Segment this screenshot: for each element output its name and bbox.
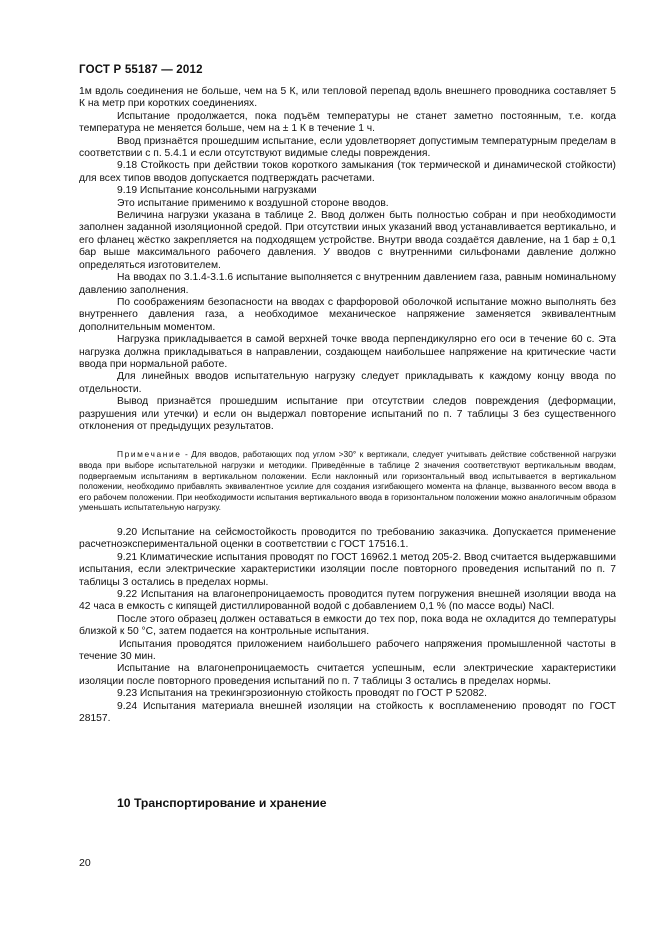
paragraph: 9.23 Испытания на трекингэрозионную стойкость проводят по ГОСТ Р 52082. bbox=[117, 688, 488, 700]
paragraph: Это испытание применимо к воздушной стороне вводов. bbox=[117, 197, 389, 209]
paragraph: 9.22 Испытания на влагонепроницаемость проводится путем погружения внешней изоляции ввода на 42 часа в емкость с кипящей дистиллированной водой с добавлением 0,1 % (по массе воды) NaCl. bbox=[79, 588, 616, 613]
paragraph: 9.21 Климатические испытания проводят по ГОСТ 16962.1 метод 205-2. Ввод считается выдержавшими испытания, если электрические характеристики изоляции после повторного проведения испытаний по п. 7 таблицы 3 остались в пределах нормы. bbox=[79, 551, 616, 588]
paragraph: Величина нагрузки указана в таблице 2. Ввод должен быть полностью собран и при необходимости заполнен заданной изоляционной средой. При отсутствии иных указаний ввод устанавливается вертикально, и его фланец жёстко закрепляется на подходящем устройстве. Внутри ввода создаётся давление, на 1 бар ± 0,1 бар выше максимального рабочего давления. У вводов с внутренними сильфонами давление должно определяться изготовителем. bbox=[79, 210, 616, 271]
section-title: 10 Транспортирование и хранение bbox=[117, 796, 327, 810]
paragraph: По соображениям безопасности на вводах с фарфоровой оболочкой испытание можно выполнять без внутреннего давления газа, а необходимое механическое напряжение заменяется эквивалентным дополнительным моментом. bbox=[79, 296, 616, 333]
paragraph: 9.24 Испытания материала внешней изоляции на стойкость к воспламенению проводят по ГОСТ 28157. bbox=[79, 700, 616, 725]
paragraph: Испытание на влагонепроницаемость считается успешным, если электрические характеристики изоляции после повторного проведения испытаний по п. 7 таблицы 3 остались в пределах нормы. bbox=[79, 663, 616, 687]
paragraph: На вводах по 3.1.4-3.1.6 испытание выполняется с внутренним давлением газа, равным номинальному давлению заполнения. bbox=[79, 272, 616, 296]
subsection-heading: 9.19 Испытание консольными нагрузками bbox=[117, 185, 317, 197]
page-number: 20 bbox=[79, 857, 91, 869]
paragraph: Испытание продолжается, пока подъём температуры не станет заметно постоянным, т.е. когда температура не меняется больше, чем на ± 1 К в течение 1 ч. bbox=[79, 110, 616, 135]
paragraph: Ввод признаётся прошедшим испытание, если удовлетворяет допустимым температурным пределам в соответствии с п. 5.4.1 и если отсутствуют видимые следы повреждения. bbox=[79, 135, 616, 160]
paragraph: 9.18 Стойкость при действии токов короткого замыкания (ток термической и динамической стойкости) для всех типов вводов допускается подтверждать расчетами. bbox=[79, 160, 616, 184]
note-label: Примечание bbox=[117, 449, 182, 460]
paragraph: 1м вдоль соединения не больше, чем на 5 К, или тепловой перепад вдоль внешнего проводника составляет 5 К на метр при коротких соединениях. bbox=[79, 86, 616, 110]
paragraph: Для линейных вводов испытательную нагрузку следует прикладывать к каждому концу ввода по отдельности. bbox=[79, 371, 616, 395]
document-header: ГОСТ Р 55187 — 2012 bbox=[79, 64, 203, 76]
paragraph: Испытания проводятся приложением наибольшего рабочего напряжения промышленной частоты в течение 30 мин. bbox=[79, 638, 616, 662]
paragraph: Нагрузка прикладывается в самой верхней точке ввода перпендикулярно его оси в течение 60 с. Эта нагрузка должна прикладываться в направлении, создающем наибольшее напряжение на критические части ввода при нормальной работе. bbox=[79, 334, 616, 370]
paragraph: 9.20 Испытание на сейсмостойкость проводится по требованию заказчика. Допускается применение расчетноэкспериментальной оценки в соответствии с ГОСТ 17516.1. bbox=[79, 526, 616, 551]
note-text: - Для вводов, работающих под углом >30° к вертикали, следует учитывать действие собственной нагрузки ввода при выборе испытательной нагрузки и методики. Приведённые в таблице 2 значения соответствуют вертикальным вводам, подвергаемым испытаниям в вертикальном положении. Если наклонный или горизонтальный ввод испытывается в вертикальном положении, необходимо прибавлять эквивалентное усилие для создания изгибающего момента на фланце, вызванного весом ввода в его рабочем положении. При необходимости испытания вертикального ввода в горизонтальном положении можно аналогичным образом уменьшать испытательную нагрузку. bbox=[79, 449, 616, 513]
document-body bbox=[79, 86, 616, 725]
paragraph: Вывод признаётся прошедшим испытание при отсутствии следов повреждения (деформации, разрушения или утечки) и если он выдержал повторение испытаний по п. 7 таблицы 3 без существенного отклонения от предыдущих результатов. bbox=[79, 396, 616, 432]
paragraph: После этого образец должен оставаться в емкости до тех пор, пока вода не охладится до температуры близкой к 50 °С, затем подается на контрольные испытания. bbox=[79, 613, 616, 638]
note bbox=[79, 449, 616, 513]
